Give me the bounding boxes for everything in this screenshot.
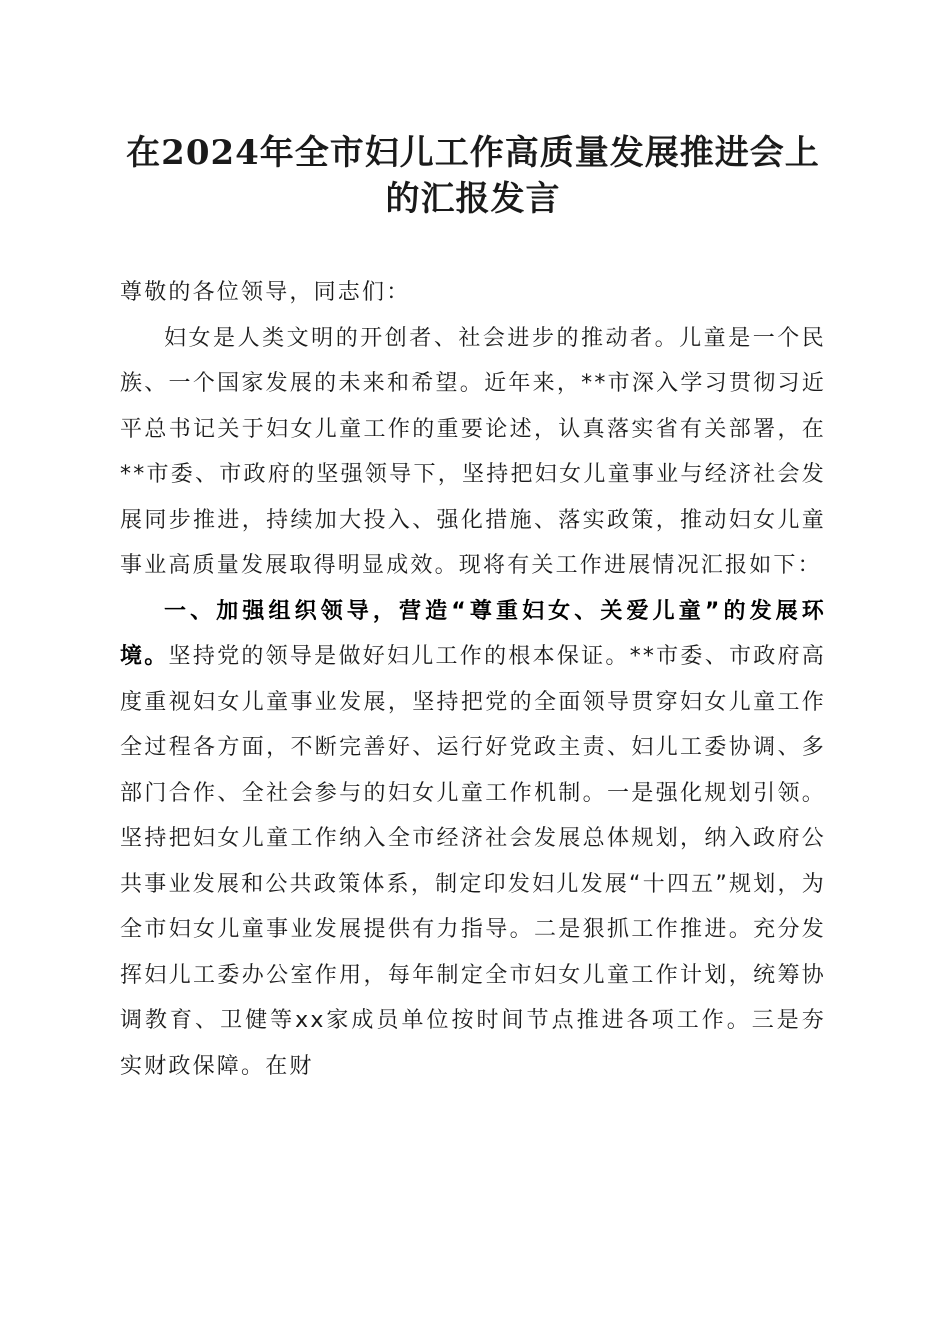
section-1-heading: 一、加强组织领导，营造“尊重妇女、关爱儿童”的发展环境。: [120, 598, 826, 669]
document-title: [120, 130, 826, 222]
paragraph-intro: 妇女是人类文明的开创者、社会进步的推动者。儿童是一个民族、一个国家发展的未来和希望。近年来，**市深入学习贯彻习近平总书记关于妇女儿童工作的重要论述，认真落实省有关部署，在**市委、市政府的坚强领导下，坚持把妇女儿童事业与经济社会发展同步推进，持续加大投入、强化措施、落实政策，推动妇女儿童事业高质量发展取得明显成效。现将有关工作进展情况汇报如下：: [120, 325, 826, 578]
salutation: 尊敬的各位领导，同志们：: [120, 280, 411, 305]
section-1-body: 坚持党的领导是做好妇儿工作的根本保证。**市委、市政府高度重视妇女儿童事业发展，坚持把党的全面领导贯穿妇女儿童工作全过程各方面，不断完善好、运行好党政主责、妇儿工委协调、多部门合作、全社会参与的妇女儿童工作机制。一是强化规划引领。坚持把妇女儿童工作纳入全市经济社会发展总体规划，纳入政府公共事业发展和公共政策体系，制定印发妇儿发展“十四五”规划，为全市妇女儿童事业发展提供有力指导。二是狠抓工作推进。充分发挥妇儿工委办公室作用，每年制定全市妇女儿童工作计划，统筹协调教育、卫健等xx家成员单位按时间节点推进各项工作。三是夯实财政保障。在财: [120, 644, 826, 1079]
section-1-paragraph: [120, 589, 826, 1090]
title-line-1: 在2024年全市妇儿工作高质量发展推进会上: [126, 133, 820, 173]
document-page: [120, 130, 826, 1089]
title-line-2: 的汇报发言: [385, 179, 561, 219]
